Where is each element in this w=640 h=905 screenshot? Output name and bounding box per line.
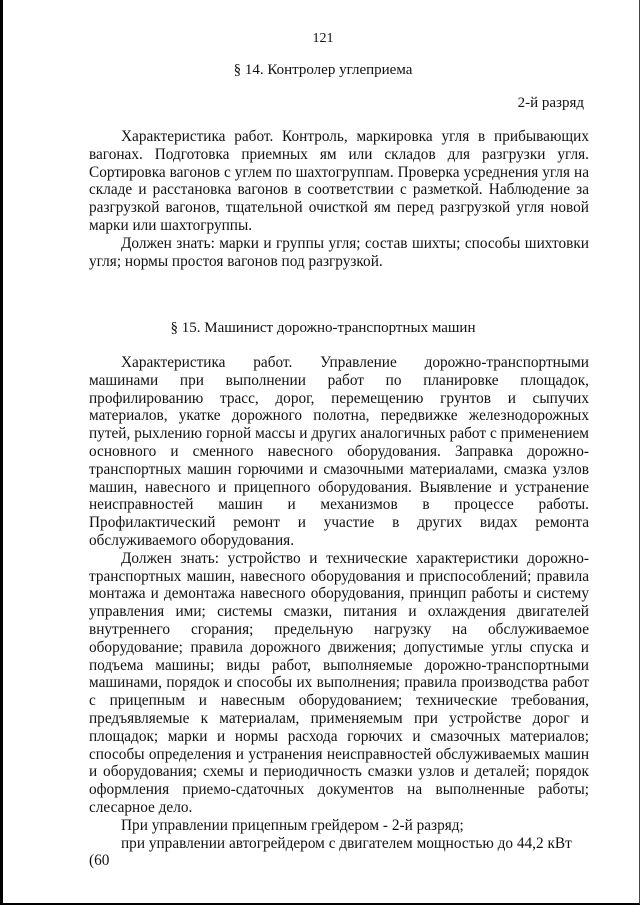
section-14-body bbox=[89, 128, 589, 270]
section-15-paragraph: при управлении автогрейдером с двигателем мощностью до 44,2 кВт (60 bbox=[89, 834, 572, 870]
page-number: 121 bbox=[312, 31, 334, 46]
section-14-paragraph: Должен знать: марки и группы угля; состав шихты; способы шихтовки угля; нормы простоя вагонов под разгрузкой. bbox=[89, 234, 589, 270]
section-15-paragraph: Характеристика работ. Управление дорожно-транспортными машинами при выполнении работ по планировке площадок, профилированию трасс, дорог, перемещению грунтов и сыпучих материалов, укатке дорожного полотна, передвижке железнодорожных путей, рыхлению горной массы и других аналогичных работ с применением основного и сменного навесного оборудования. Заправка дорожно-транспортных машин горючими и смазочными материалами, смазка узлов машин, навесного и прицепного оборудования. Выявление и устранение неисправностей машин и механизмов в процессе работы. Профилактический ремонт и участие в других видах ремонта обслуживаемого оборудования. bbox=[89, 354, 589, 549]
section-14-title: § 14. Контролер углеприема bbox=[233, 62, 413, 78]
section-15-body bbox=[89, 354, 589, 870]
section-15-paragraph: При управлении прицепным грейдером - 2-й разряд; bbox=[121, 816, 464, 834]
section-14-paragraph: Характеристика работ. Контроль, маркировка угля в прибывающих вагонах. Подготовка приемных ям или складов для разгрузки угля. Сортировка вагонов с углем по шахтогруппам. Проверка усреднения угля на складе и расстановка вагонов в соответствии с разметкой. Наблюдение за разгрузкой вагонов, тщательной очисткой ям перед разгрузкой угля новой марки или шахтогруппы. bbox=[89, 128, 589, 234]
section-15-paragraph: Должен знать: устройство и технические характеристики дорожно-транспортных машин, навесного оборудования и приспособлений; правила монтажа и демонтажа навесного оборудования, принцип работы и систему управления ими; системы смазки, питания и охлаждения двигателей внутреннего сгорания; предельную нагрузку на обслуживаемое оборудование; правила дорожного движения; допустимые углы спуска и подъема машины; виды работ, выполняемые дорожно-транспортными машинами, порядок и способы их выполнения; правила производства работ с прицепным и навесным оборудованием; технические требования, предъявляемые к материалам, применяемым при устройстве дорог и площадок; марки и нормы расхода горючих и смазочных материалов; способы определения и устранения неисправностей обслуживаемых машин и оборудования; схемы и периодичность смазки узлов и деталей; порядок оформления приемо-сдаточных документов на выполненные работы; слесарное дело. bbox=[89, 549, 589, 816]
section-15-title: § 15. Машинист дорожно-транспортных машин bbox=[170, 320, 476, 336]
section-14-grade: 2-й разряд bbox=[517, 95, 584, 111]
